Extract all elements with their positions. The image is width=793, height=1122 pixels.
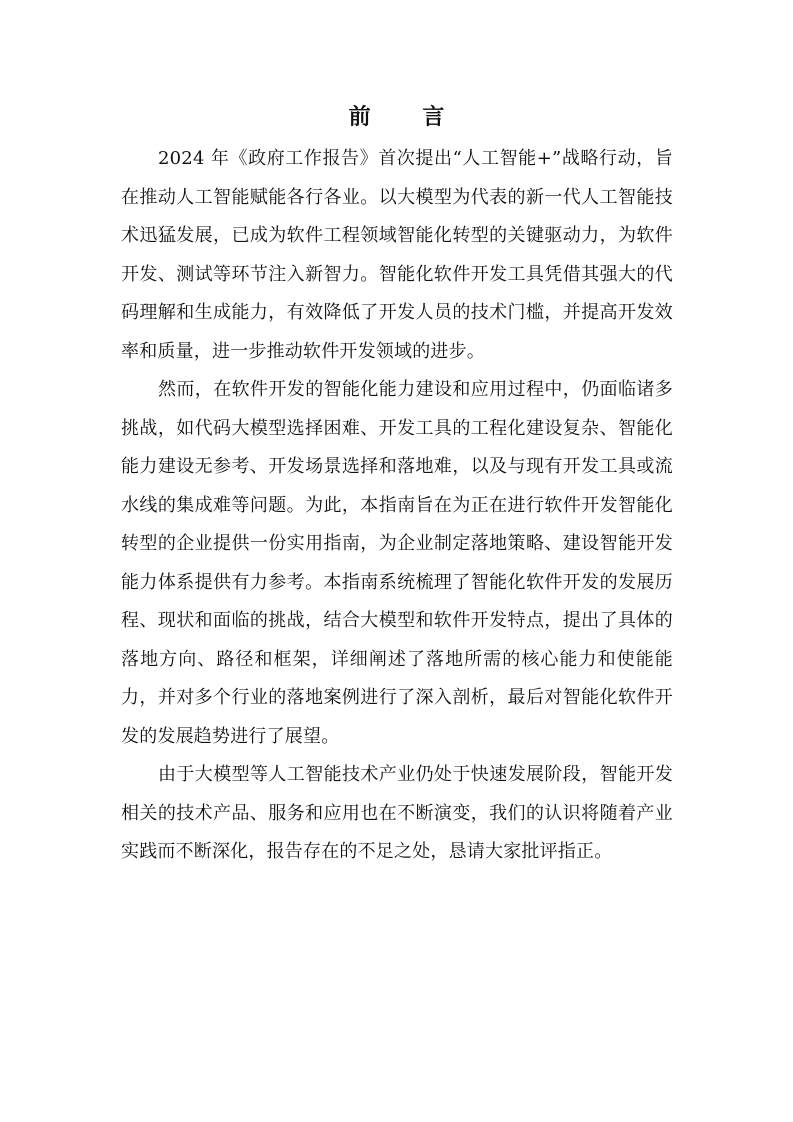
paragraph-2: 然而，在软件开发的智能化能力建设和应用过程中，仍面临诸多挑战，如代码大模型选择困难、开发工具的工程化建设复杂、智能化能力建设无参考、开发场景选择和落地难，以及与现有开发工具或流水线的集成难等问题。为此，本指南旨在为正在进行软件开发智能化转型的企业提供一份实用指南，为企业制定落地策略、建设智能开发能力体系提供有力参考。本指南系统梳理了智能化软件开发的发展历程、现状和面临的挑战，结合大模型和软件开发特点，提出了具体的落地方向、路径和框架，详细阐述了落地所需的核心能力和使能能力，并对多个行业的落地案例进行了深入剖析，最后对智能化软件开发的发展趋势进行了展望。 bbox=[121, 379, 673, 747]
paragraph-1: 2024 年《政府工作报告》首次提出“人工智能+”战略行动，旨在推动人工智能赋能各行各业。以大模型为代表的新一代人工智能技术迅猛发展，已成为软件工程领域智能化转型的关键驱动力，为软件开发、测试等环节注入新智力。智能化软件开发工具凭借其强大的代码理解和生成能力，有效降低了开发人员的技术门槛，并提高开发效率和质量，进一步推动软件开发领域的进步。 bbox=[121, 148, 673, 362]
document-body bbox=[121, 140, 673, 872]
page-title: 前 言 bbox=[348, 104, 467, 130]
paragraph-3: 由于大模型等人工智能技术产业仍处于快速发展阶段，智能开发相关的技术产品、服务和应用也在不断演变，我们的认识将随着产业实践而不断深化，报告存在的不足之处，恳请大家批评指正。 bbox=[121, 764, 673, 862]
